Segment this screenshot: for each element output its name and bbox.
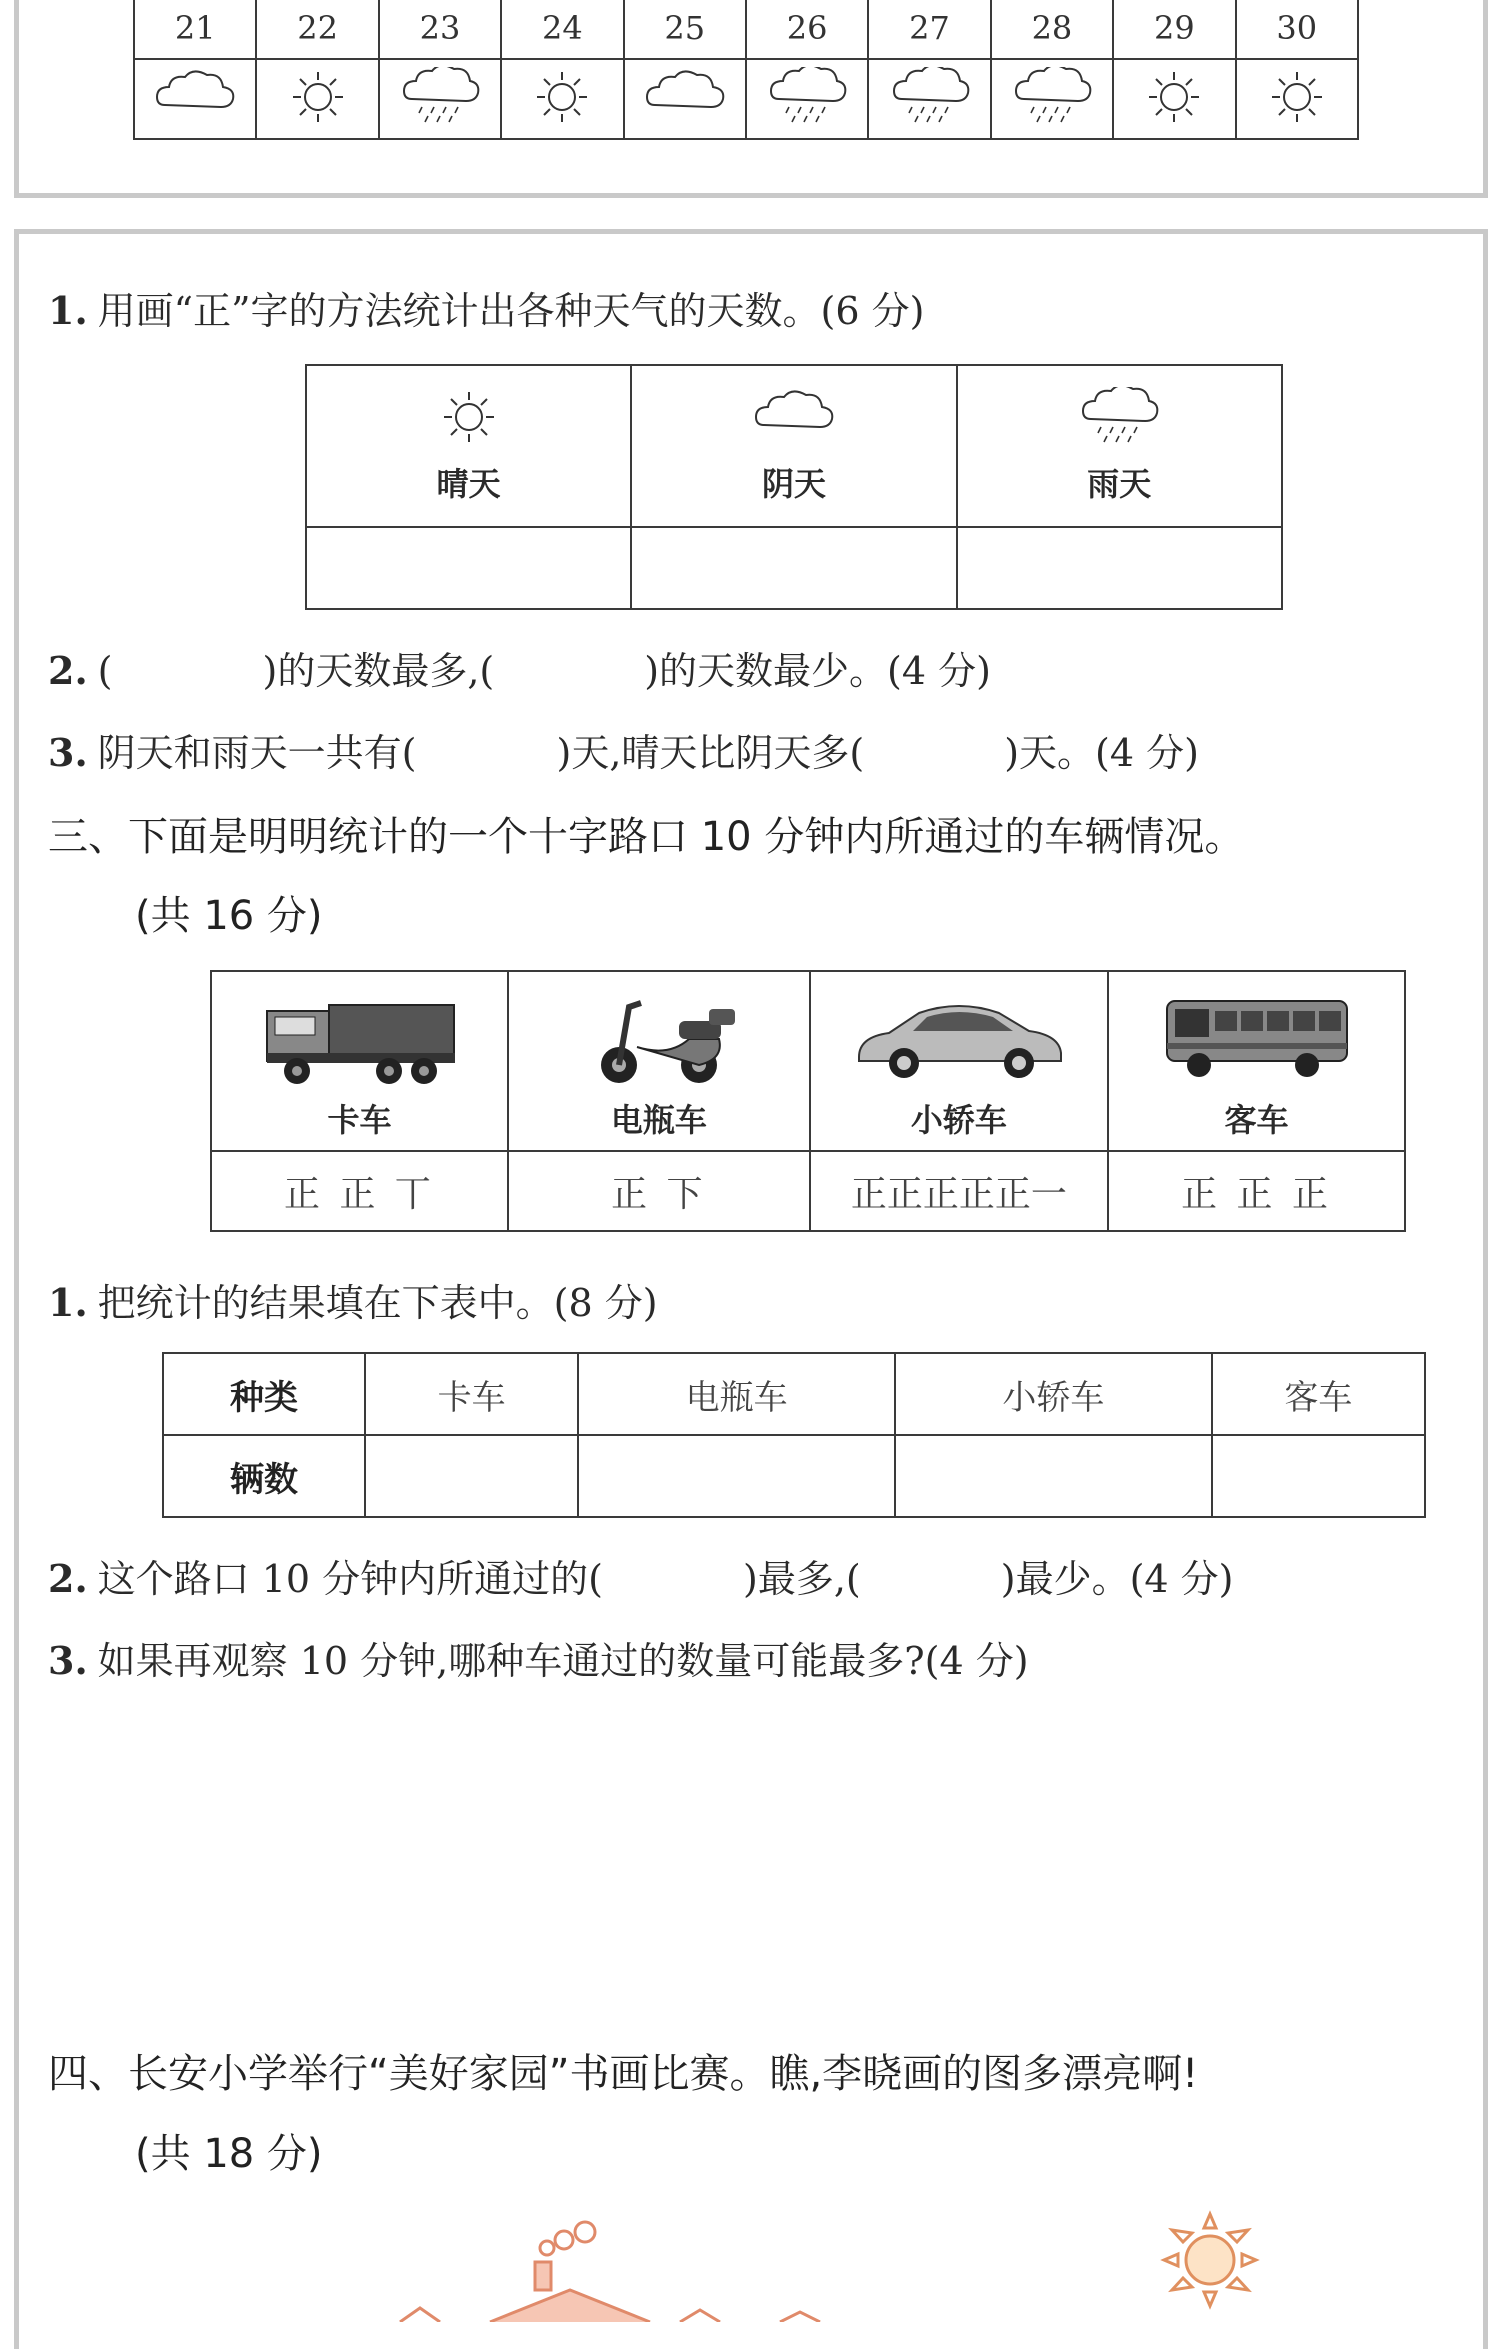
- question-number: 1.: [48, 1280, 88, 1325]
- escooter-tally: 正 下: [508, 1151, 810, 1231]
- rainy-header-cell: [957, 365, 1282, 527]
- sunny-header-cell: [306, 365, 631, 527]
- cloudy-answer-cell[interactable]: [631, 527, 956, 609]
- date-cell: 26: [746, 0, 868, 59]
- bus-header-cell: [1108, 971, 1405, 1151]
- cloudy-label: 阴天: [761, 465, 826, 503]
- question-number: 1.: [48, 288, 88, 333]
- date-cell: 21: [134, 0, 256, 59]
- date-cell: 25: [624, 0, 746, 59]
- part3-question-2: 2. 这个路口 10 分钟内所通过的( )最多,( )最少。(4 分): [48, 1556, 1234, 1601]
- question-text: 用画“正”字的方法统计出各种天气的天数。(6 分): [97, 289, 925, 333]
- rain-icon: [762, 67, 852, 127]
- question-text: 如果再观察 10 分钟,哪种车通过的数量可能最多?(4 分): [97, 1639, 1029, 1683]
- count-row-header: 辆数: [163, 1435, 365, 1517]
- sun-drawing-icon: [1150, 2200, 1270, 2320]
- bus-label: 客车: [1224, 1101, 1289, 1139]
- type-cell: 卡车: [365, 1353, 578, 1435]
- count-answer-cell[interactable]: [578, 1435, 895, 1517]
- vehicle-result-table: [162, 1352, 1426, 1518]
- car-header-cell: [810, 971, 1108, 1151]
- truck-tally: 正 正 丅: [211, 1151, 508, 1231]
- cloudy-header-cell: [631, 365, 956, 527]
- escooter-label: 电瓶车: [610, 1101, 707, 1139]
- type-cell: 小轿车: [895, 1353, 1212, 1435]
- truck-header-cell: [211, 971, 508, 1151]
- question-number: 2.: [48, 1556, 88, 1601]
- part2-question-3: 3. 阴天和雨天一共有( )天,晴天比阴天多( )天。(4 分): [48, 730, 1199, 775]
- rainy-label: 雨天: [1087, 465, 1152, 503]
- cloud-icon: [640, 67, 730, 127]
- truck-icon: [259, 987, 459, 1087]
- question-number: 3.: [48, 730, 88, 775]
- vehicle-tally-table: [210, 970, 1406, 1232]
- type-cell: 客车: [1212, 1353, 1425, 1435]
- bus-icon: [1157, 987, 1357, 1087]
- answer-area[interactable]: [60, 1700, 1440, 2000]
- cloud-icon: [749, 387, 839, 447]
- date-cell: 30: [1236, 0, 1358, 59]
- count-answer-cell[interactable]: [895, 1435, 1212, 1517]
- car-tally: 正正正正正一: [810, 1151, 1108, 1231]
- part4-title: 四、长安小学举行“美好家园”书画比赛。瞧,李晓画的图多漂亮啊!: [48, 2051, 1199, 2097]
- type-cell: 电瓶车: [578, 1353, 895, 1435]
- rain-icon: [885, 67, 975, 127]
- part3-title: 三、下面是明明统计的一个十字路口 10 分钟内所通过的车辆情况。: [48, 814, 1245, 860]
- sun-icon: [1129, 67, 1219, 127]
- calendar-weather-row: [134, 59, 1358, 139]
- rain-icon: [395, 67, 485, 127]
- type-row-header: 种类: [163, 1353, 365, 1435]
- rain-icon: [1074, 387, 1164, 447]
- sunny-answer-cell[interactable]: [306, 527, 631, 609]
- weather-calendar-table: [133, 0, 1359, 140]
- calendar-date-row: [134, 0, 1358, 59]
- count-answer-cell[interactable]: [1212, 1435, 1425, 1517]
- date-cell: 28: [991, 0, 1113, 59]
- sun-icon: [1252, 67, 1342, 127]
- bus-tally: 正 正 正: [1108, 1151, 1405, 1231]
- date-cell: 24: [501, 0, 623, 59]
- rain-icon: [1007, 67, 1097, 127]
- electric-scooter-icon: [559, 987, 759, 1087]
- truck-label: 卡车: [327, 1101, 392, 1139]
- question-number: 3.: [48, 1638, 88, 1683]
- car-label: 小轿车: [910, 1101, 1007, 1139]
- part2-question-1: [48, 280, 924, 335]
- part3-question-3: [48, 1630, 1029, 1685]
- sun-icon: [517, 67, 607, 127]
- date-cell: 22: [256, 0, 378, 59]
- car-icon: [849, 987, 1069, 1087]
- cloud-icon: [150, 67, 240, 127]
- question-text: 把统计的结果填在下表中。(8 分): [97, 1281, 658, 1325]
- date-cell: 29: [1113, 0, 1235, 59]
- part2-question-2: 2. ( )的天数最多,( )的天数最少。(4 分): [48, 648, 991, 693]
- count-answer-cell[interactable]: [365, 1435, 578, 1517]
- question-number: 2.: [48, 648, 88, 693]
- date-cell: 23: [379, 0, 501, 59]
- escooter-header-cell: [508, 971, 810, 1151]
- sunny-label: 晴天: [436, 465, 501, 503]
- sun-icon: [273, 67, 363, 127]
- part3-score: (共 16 分): [135, 893, 323, 939]
- rainy-answer-cell[interactable]: [957, 527, 1282, 609]
- date-cell: 27: [868, 0, 990, 59]
- sun-icon: [434, 387, 504, 447]
- house-drawing: [380, 2200, 840, 2322]
- weather-tally-table: [305, 364, 1283, 610]
- part4-score: (共 18 分): [135, 2131, 323, 2177]
- part3-question-1: [48, 1272, 658, 1327]
